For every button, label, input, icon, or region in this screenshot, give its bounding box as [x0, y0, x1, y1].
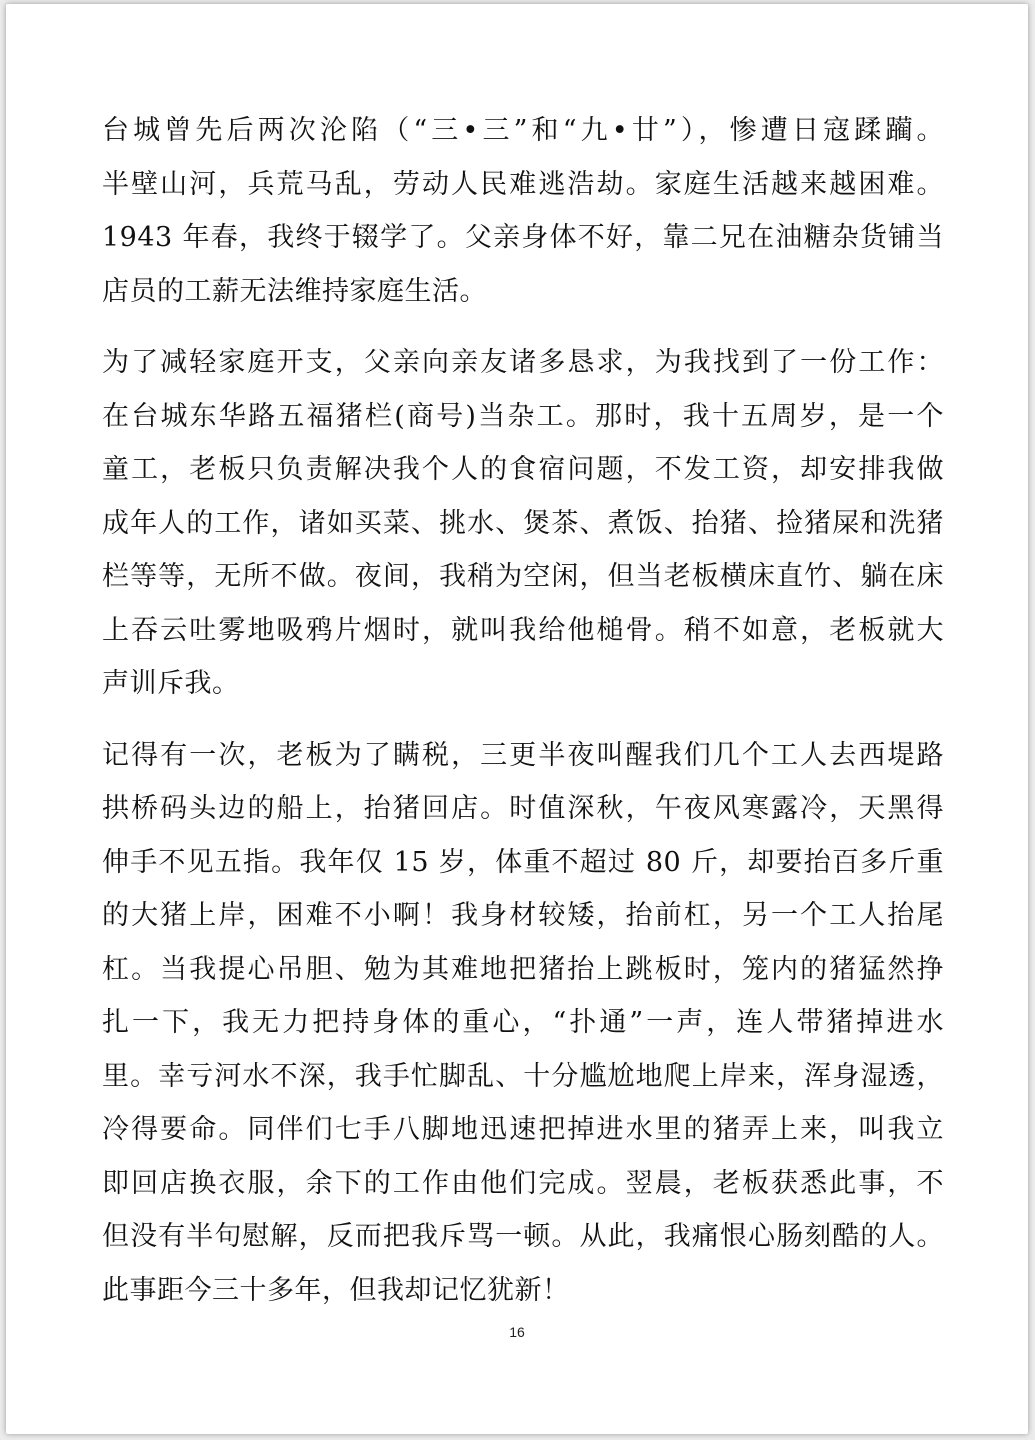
text-line: 记得有一次，老板为了瞒税，三更半夜叫醒我们几个工人去西堤路 [102, 739, 944, 771]
text-line: 半壁山河，兵荒马乱，劳动人民难逃浩劫。家庭生活越来越困难。 [102, 168, 944, 200]
text-line: 里。幸亏河水不深，我手忙脚乱、十分尴尬地爬上岸来，浑身湿透， [102, 1060, 944, 1092]
text-line: 上吞云吐雾地吸鸦片烟时，就叫我给他槌骨。稍不如意，老板就大 [102, 614, 944, 646]
paragraph-2 [102, 336, 944, 711]
text-line: 声训斥我。 [102, 668, 240, 699]
text-line: 伸手不见五指。我年仅 15 岁，体重不超过 80 斤，却要抬百多斤重 [102, 846, 944, 878]
text-line: 栏等等，无所不做。夜间，我稍为空闲，但当老板横床直竹、躺在床 [102, 561, 944, 592]
text-line: 的大猪上岸，困难不小啊！我身材较矮，抬前杠，另一个工人抬尾 [102, 900, 944, 931]
text-line: 冷得要命。同伴们七手八脚地迅速把掉进水里的猪弄上来，叫我立 [102, 1114, 944, 1145]
body-text [102, 104, 944, 1335]
document-page [6, 4, 1028, 1434]
text-line: 但没有半句慰解，反而把我斥骂一顿。从此，我痛恨心肠刻酷的人。 [102, 1221, 944, 1252]
page-number: 16 [509, 1324, 525, 1340]
text-line: 杠。当我提心吊胆、勉为其难地把猪抬上跳板时，笼内的猪猛然挣 [102, 953, 944, 985]
text-line: 童工，老板只负责解决我个人的食宿问题，不发工资，却安排我做 [102, 454, 944, 485]
text-line: 店员的工薪无法维持家庭生活。 [102, 275, 487, 307]
text-line: 1943 年春，我终于辍学了。父亲身体不好，靠二兄在油糖杂货铺当 [102, 222, 944, 253]
text-line: 拱桥码头边的船上，抬猪回店。时值深秋，午夜风寒露冷，天黑得 [102, 793, 944, 824]
text-line: 为了减轻家庭开支，父亲向亲友诸多恳求，为我找到了一份工作： [102, 347, 944, 378]
text-line: 成年人的工作，诸如买菜、挑水、煲茶、煮饭、抬猪、捡猪屎和洗猪 [102, 507, 944, 539]
paragraph-1 [102, 104, 944, 318]
text-line: 台城曾先后两次沦陷（“三•三”和“九•廿”），惨遭日寇蹂躏。 [102, 115, 944, 146]
text-line: 在台城东华路五福猪栏(商号)当杂工。那时，我十五周岁，是一个 [102, 400, 944, 432]
text-line: 即回店换衣服，余下的工作由他们完成。翌晨，老板获悉此事，不 [102, 1167, 944, 1199]
text-line: 此事距今三十多年，但我却记忆犹新！ [102, 1274, 570, 1306]
paragraph-3 [102, 729, 944, 1318]
text-line: 扎一下，我无力把持身体的重心，“扑通”一声，连人带猪掉进水 [102, 1007, 944, 1038]
